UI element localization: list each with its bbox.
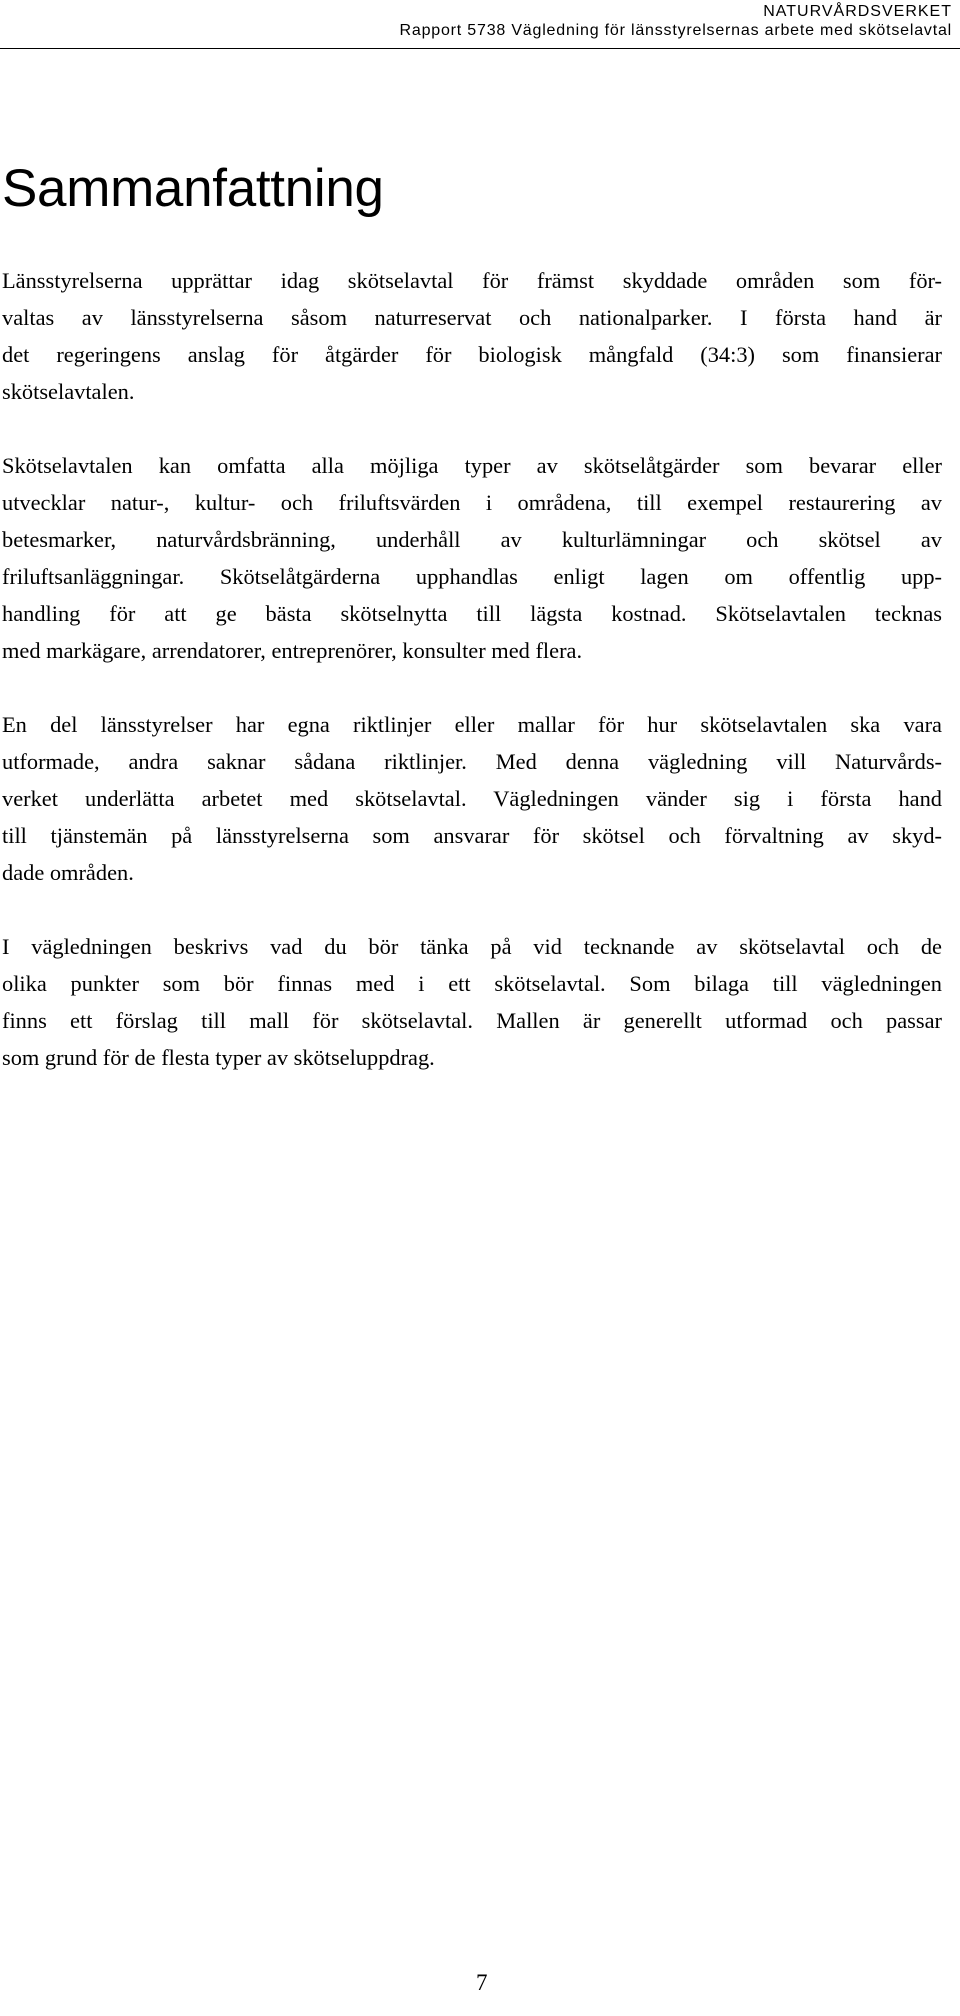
paragraph-line: dade områden. — [2, 860, 134, 885]
paragraph-3 — [2, 706, 942, 891]
paragraph-line: med markägare, arrendatorer, entreprenörer, konsulter med flera. — [2, 638, 583, 663]
paragraph-line: det regeringens anslag för åtgärder för biologisk mångfald (34:3) som finansierar — [2, 342, 942, 367]
paragraph-line: En del länsstyrelser har egna riktlinjer eller mallar för hur skötselavtalen ska vara — [2, 712, 942, 737]
page-number: 7 — [476, 1970, 488, 1995]
paragraph-line: olika punkter som bör finnas med i ett skötselavtal. Som bilaga till vägledningen — [2, 971, 942, 996]
paragraph-line: finns ett förslag till mall för skötselavtal. Mallen är generellt utformad och passar — [2, 1008, 942, 1033]
page-title: Sammanfattning — [2, 159, 384, 218]
paragraph-line: handling för att ge bästa skötselnytta till lägsta kostnad. Skötselavtalen tecknas — [2, 601, 942, 626]
summary-body — [2, 262, 942, 1113]
header-report-title: Rapport 5738 Vägledning för länsstyrelsernas arbete med skötselavtal — [399, 22, 952, 39]
paragraph-line: friluftsanläggningar. Skötselåtgärderna upphandlas enligt lagen om offentlig upp- — [2, 564, 942, 589]
paragraph-line: skötselavtalen. — [2, 379, 135, 404]
paragraph-line: I vägledningen beskrivs vad du bör tänka på vid tecknande av skötselavtal och de — [2, 934, 942, 959]
paragraph-line: betesmarker, naturvårdsbränning, underhåll av kulturlämningar och skötsel av — [2, 527, 942, 552]
paragraph-1 — [2, 262, 942, 410]
paragraph-line: verket underlätta arbetet med skötselavtal. Vägledningen vänder sig i första hand — [2, 786, 942, 811]
paragraph-line: utformade, andra saknar sådana riktlinjer. Med denna vägledning vill Naturvårds- — [2, 749, 942, 774]
paragraph-line: Skötselavtalen kan omfatta alla möjliga typer av skötselåtgärder som bevarar eller — [2, 453, 942, 478]
paragraph-line: som grund för de flesta typer av skötseluppdrag. — [2, 1045, 435, 1070]
paragraph-2 — [2, 447, 942, 669]
paragraph-line: till tjänstemän på länsstyrelserna som ansvarar för skötsel och förvaltning av skyd- — [2, 823, 942, 848]
paragraph-line: utvecklar natur-, kultur- och friluftsvärden i områdena, till exempel restaurering av — [2, 490, 942, 515]
header-divider — [0, 48, 960, 49]
header-organization: NATURVÅRDSVERKET — [763, 3, 952, 20]
paragraph-4 — [2, 928, 942, 1076]
paragraph-line: Länsstyrelserna upprättar idag skötselavtal för främst skyddade områden som för- — [2, 268, 942, 293]
paragraph-line: valtas av länsstyrelserna såsom naturreservat och nationalparker. I första hand är — [2, 305, 942, 330]
running-header — [400, 0, 952, 40]
